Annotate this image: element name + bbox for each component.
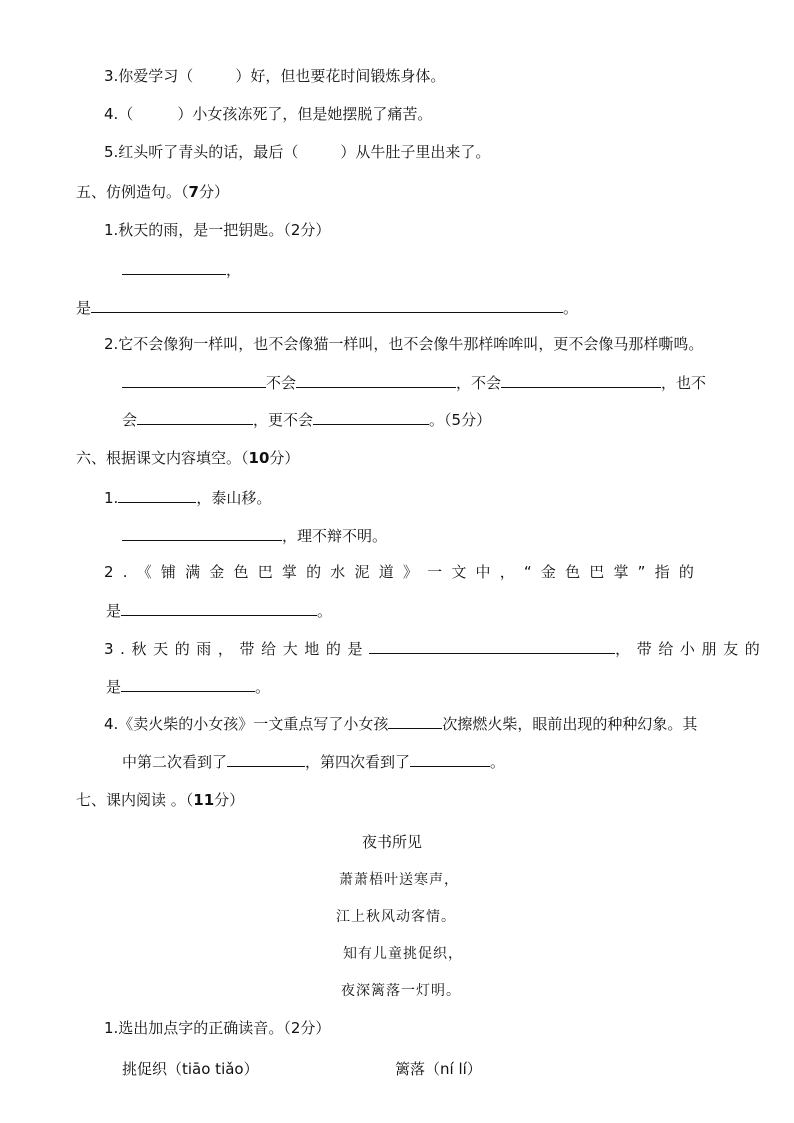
blank[interactable]	[137, 408, 253, 425]
text: 1.	[104, 489, 119, 507]
blank[interactable]	[122, 524, 282, 541]
question-6-1	[104, 486, 271, 508]
question-5-1: 1.秋天的雨，是一把钥匙。（2分）	[104, 221, 331, 239]
question-text: ）小女孩冻死了，但是她摆脱了痛苦。	[177, 105, 433, 123]
answer-line-5-2a	[122, 371, 706, 393]
poem-title: 夜书所见	[362, 833, 423, 851]
text: 是	[106, 678, 122, 696]
text: ，不会	[456, 374, 502, 392]
text: 次擦燃火柴，眼前出现的种种幻象。其	[442, 715, 698, 733]
question-7-1: 1.选出加点字的正确读音。（2分）	[104, 1019, 331, 1037]
question-4-3	[104, 66, 445, 86]
answer-line-5-1b	[76, 296, 578, 318]
blank[interactable]	[118, 486, 196, 503]
text: 。（5分）	[429, 411, 492, 429]
poem-line-3: 知有儿童挑促织，	[343, 946, 463, 962]
text: 会	[122, 411, 138, 429]
question-6-4	[104, 712, 697, 734]
blank[interactable]	[227, 750, 305, 767]
heading-text: 六、根据课文内容填空。（	[76, 449, 249, 467]
blank[interactable]	[410, 750, 490, 767]
text: ，也不	[661, 374, 707, 392]
heading-tail: 分）	[269, 449, 300, 467]
text: ，带给小朋友的	[615, 640, 767, 658]
heading-text: 七、课内阅读 。（	[76, 791, 194, 809]
answer-line-5-1a	[122, 258, 241, 280]
question-text: 5.红头听了青头的话，最后（	[104, 143, 299, 161]
poem-line-4: 夜深篱落一灯明。	[341, 983, 461, 999]
points: 7	[188, 183, 199, 201]
blank[interactable]	[313, 408, 429, 425]
punct: 。	[255, 678, 271, 696]
text: 中第二次看到了	[122, 753, 228, 771]
blank[interactable]	[501, 371, 661, 388]
blank[interactable]	[122, 371, 266, 388]
heading-tail: 分）	[214, 791, 245, 809]
text: ，第四次看到了	[305, 753, 411, 771]
heading-tail: 分）	[198, 183, 229, 201]
question-6-3-line2	[106, 675, 270, 697]
punct: 。	[317, 602, 333, 620]
question-4-5	[104, 142, 490, 162]
answer-line-5-2b	[122, 408, 491, 430]
blank[interactable]	[121, 599, 317, 616]
blank[interactable]	[121, 675, 255, 692]
pinyin-option-a[interactable]: 挑促织（tiāo tiǎo）	[122, 1060, 259, 1078]
points: 11	[193, 791, 215, 809]
question-text: 3.你爱学习（	[104, 67, 194, 85]
section-5-heading	[76, 182, 229, 202]
poem-line-1: 萧萧梧叶送寒声，	[339, 872, 459, 888]
text: 是	[76, 299, 92, 317]
question-6-1-line2	[122, 524, 387, 546]
question-text: ）好，但也要花时间锻炼身体。	[235, 67, 446, 85]
question-6-4-line2	[122, 750, 505, 772]
text: ，理不辩不明。	[282, 527, 388, 545]
punct: 。	[490, 753, 506, 771]
text: 不会	[266, 374, 297, 392]
section-7-heading	[76, 790, 244, 810]
section-6-heading	[76, 448, 299, 468]
points: 10	[248, 449, 270, 467]
text: 3.秋天的雨，带给大地的是	[104, 640, 370, 658]
blank[interactable]	[122, 258, 226, 275]
question-text: 4.（	[104, 105, 134, 123]
heading-text: 五、仿例造句。（	[76, 183, 189, 201]
question-text: ）从牛肚子里出来了。	[340, 143, 491, 161]
question-5-2: 2.它不会像狗一样叫，也不会像猫一样叫，也不会像牛那样哞哞叫，更不会像马那样嘶鸣。	[104, 335, 704, 353]
pinyin-option-b[interactable]: 篱落（ní lí）	[395, 1060, 482, 1078]
blank[interactable]	[296, 371, 456, 388]
punct: ，	[226, 261, 242, 279]
question-6-3	[104, 637, 766, 659]
text: ，泰山移。	[196, 489, 272, 507]
punct: 。	[563, 299, 579, 317]
blank[interactable]	[91, 296, 563, 313]
text: 4.《卖火柴的小女孩》一文重点写了小女孩	[104, 715, 389, 733]
question-6-2-line2	[106, 599, 332, 621]
question-4-4	[104, 104, 432, 124]
text: 是	[106, 602, 122, 620]
poem-line-2: 江上秋风动客情。	[336, 909, 456, 925]
blank[interactable]	[388, 712, 442, 729]
blank[interactable]	[369, 637, 615, 654]
text: ，更不会	[253, 411, 314, 429]
question-6-2: 2.《铺满金色巴掌的水泥道》一文中，“金色巴掌”指的	[104, 563, 704, 581]
